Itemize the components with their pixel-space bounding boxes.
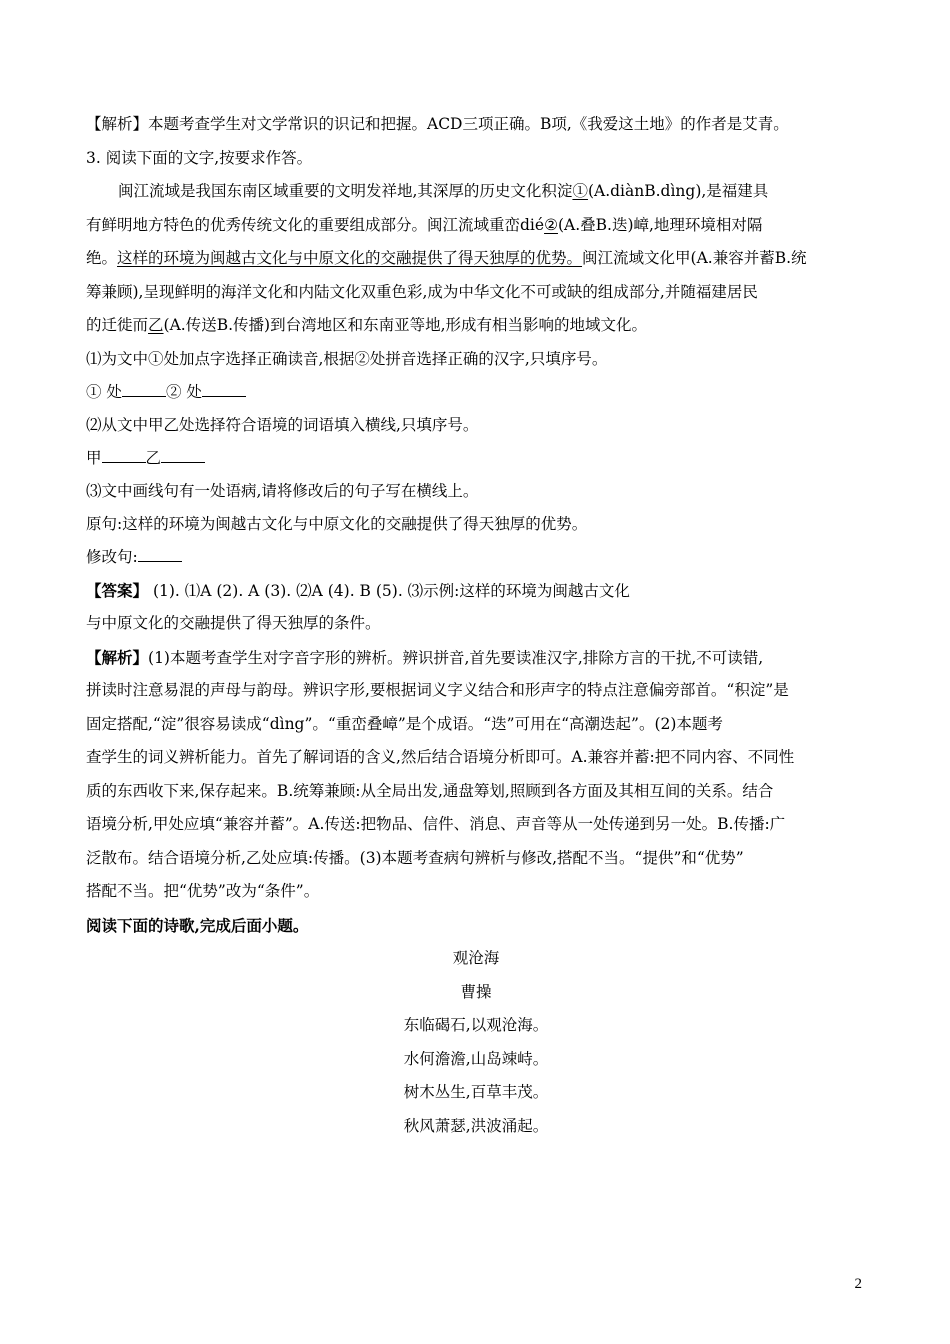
text-span: (A.叠B.迭)嶂,地理环境相对隔 [557,215,763,234]
answer-blank [202,381,246,397]
text-line [86,309,866,343]
text-span: 质的东西收下来,保存起来。B.统筹兼顾:从全局出发,通盘筹划,照顾到各方面及其相互间的关系。结合 [86,781,774,800]
text-line [86,607,866,641]
text-span: 有鲜明地方特色的优秀传统文化的重要组成部分。闽江流域重峦dié [86,215,545,234]
text-span: ⑶文中画线句有一处语病,请将修改后的句子写在横线上。 [86,481,479,500]
text-span: 甲 [86,448,102,467]
text-span: ① 处 [86,382,122,401]
text-line [86,909,866,943]
text-span: 筹兼顾),呈现鲜明的海洋文化和内陆文化双重色彩,成为中华文化不可或缺的组成部分,并随福建居民 [86,282,758,301]
text-body [86,108,866,942]
text-line [86,641,866,675]
text-span: (A.diànB.dìng),是福建具 [587,182,769,200]
poem-verse: 水何澹澹,山岛竦峙。 [403,1049,549,1068]
text-line [86,409,866,442]
underlined-text: ① [572,182,588,200]
text-line [86,242,866,276]
text-line [86,708,866,742]
text-span: 查学生的词义辨析能力。首先了解词语的含义,然后结合语境分析即可。A.兼容并蓄:把不同内容、不同性 [86,748,795,766]
text-line [86,175,866,209]
poem-verse: 树木丛生,百草丰茂。 [403,1083,549,1101]
text-line [86,442,866,475]
text-line [86,209,866,243]
poem-verse: 秋风萧瑟,洪波涌起。 [403,1116,549,1135]
text-span: (1). ⑴A (2). A (3). ⑵A (4). B (5). ⑶示例:这样的环境为闽越古文化 [148,581,630,600]
answer-blank [122,381,166,397]
text-line [86,875,866,909]
text-line [86,276,866,310]
text-line [86,674,866,708]
text-span: 绝。 [86,249,118,267]
text-line [86,574,866,608]
text-line [86,808,866,842]
poem-verse: 东临碣石,以观沧海。 [403,1016,549,1034]
bold-label: 【解析】 [86,647,149,667]
text-span: (A.传送B.传播)到台湾地区和东南亚等地,形成有相当影响的地域文化。 [163,316,647,334]
answer-blank [161,447,205,463]
underlined-text: ② [544,215,558,234]
bold-label: 【答案】 [86,580,149,600]
text-span: 闽江流域文化甲(A.兼容并蓄B.统 [582,249,807,267]
page-number: 2 [854,1276,862,1292]
text-line [86,741,866,775]
text-line [86,376,866,409]
underlined-text: 乙 [148,316,164,334]
text-span: 拼读时注意易混的声母与韵母。辨识字形,要根据词义字义结合和形声字的特点注意偏旁部首。“积淀”是 [86,681,789,699]
text-span: 修改句: [86,547,138,566]
text-span: 搭配不当。把“优势”改为“条件”。 [86,882,320,900]
poem-title: 观沧海 [452,949,500,967]
text-line [86,842,866,876]
text-span: 语境分析,甲处应填“兼容并蓄”。A.传送:把物品、信件、消息、声音等从一处传递到另一处。B.传播:广 [86,815,786,833]
underlined-text: 这样的环境为闽越古文化与中原文化的交融提供了得天独厚的优势。 [117,249,583,267]
answer-blank [102,447,146,463]
bold-label: 阅读下面的诗歌,完成后面小题。 [86,915,309,935]
text-span: 固定搭配,“淀”很容易读成“dìng”。“重峦叠嶂”是个成语。“迭”可用在“高潮迭起”。(2)本题考 [86,714,723,733]
text-line [86,343,866,376]
text-span: 【解析】本题考查学生对文学常识的识记和把握。ACD三项正确。B项,《我爱这土地》的作者是艾青。 [86,115,789,133]
text-line [86,508,866,541]
text-span: 的迁徙而 [86,316,149,334]
poem-block [86,942,866,1143]
text-span: (1)本题考查学生对字音字形的辨析。辨识拼音,首先要读准汉字,排除方言的干扰,不可读错, [148,648,764,667]
text-span: ⑴为文中①处加点字选择正确读音,根据②处拼音选择正确的汉字,只填序号。 [86,349,608,368]
text-span: 乙 [145,448,162,467]
text-span: ② 处 [165,382,202,401]
text-span: 泛散布。结合语境分析,乙处应填:传播。(3)本题考查病句辨析与修改,搭配不当。“提供”和“优势” [86,848,744,867]
text-span: 3. 阅读下面的文字,按要求作答。 [86,148,313,167]
text-span: 与中原文化的交融提供了得天独厚的条件。 [86,614,381,632]
poem-author: 曹操 [460,982,492,1001]
text-span: 原句:这样的环境为闽越古文化与中原文化的交融提供了得天独厚的优势。 [86,514,588,533]
text-line [86,475,866,508]
document-page [86,108,866,1143]
text-line [86,108,866,142]
text-span: 闽江流域是我国东南区域重要的文明发祥地,其深厚的历史文化积淀 [118,182,573,200]
text-line [86,142,866,176]
text-line [86,775,866,809]
text-span: ⑵从文中甲乙处选择符合语境的词语填入横线,只填序号。 [86,415,479,434]
text-line [86,541,866,574]
answer-blank [138,546,182,562]
